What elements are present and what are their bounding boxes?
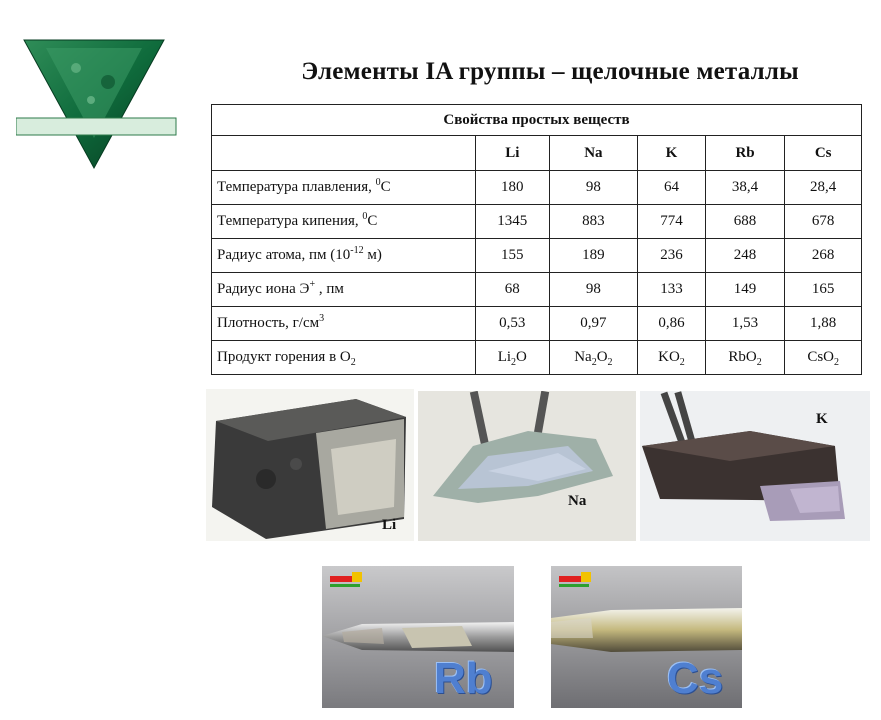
table-cell: 64 bbox=[638, 171, 706, 205]
table-row bbox=[212, 171, 862, 205]
lithium-photo bbox=[206, 389, 414, 541]
table-cell: 189 bbox=[549, 239, 638, 273]
table-cell: 1345 bbox=[476, 205, 550, 239]
table-cell: 688 bbox=[705, 205, 785, 239]
sodium-label: Na bbox=[568, 493, 587, 509]
table-cell: 0,97 bbox=[549, 307, 638, 341]
column-header: K bbox=[638, 136, 706, 171]
table-cell: RbO$_2$ bbox=[705, 341, 785, 375]
column-header: Na bbox=[549, 136, 638, 171]
table-cell: $Li_2O$ bbox=[476, 341, 550, 375]
page-title: Элементы IA группы – щелочные металлы bbox=[301, 58, 799, 85]
table-cell: 149 bbox=[705, 273, 785, 307]
table-cell: $KO_2$ bbox=[638, 341, 706, 375]
table-row bbox=[212, 205, 862, 239]
table-cell: CsO$_2$ bbox=[785, 341, 862, 375]
rubidium-photo bbox=[322, 566, 514, 708]
header-empty-cell bbox=[212, 136, 476, 171]
lithium-label: Li bbox=[382, 517, 397, 533]
row-label: Температура плавления, $^0$C bbox=[212, 171, 476, 205]
row-label: Плотность, $г/см^3$ bbox=[212, 307, 476, 341]
table-row bbox=[212, 307, 862, 341]
table-cell: 155 bbox=[476, 239, 550, 273]
sodium-photo bbox=[418, 391, 636, 541]
potassium-photo bbox=[640, 391, 870, 541]
table-cell: 180 bbox=[476, 171, 550, 205]
table-cell: 68 bbox=[476, 273, 550, 307]
color-bars-icon bbox=[559, 572, 593, 592]
table-cell: 133 bbox=[638, 273, 706, 307]
color-bars-icon bbox=[330, 572, 364, 592]
table-row bbox=[212, 239, 862, 273]
cesium-label: Cs bbox=[667, 654, 724, 703]
table-cell: 98 bbox=[549, 171, 638, 205]
row-label: Температура кипения, $^0$C bbox=[212, 205, 476, 239]
column-header: Cs bbox=[785, 136, 862, 171]
table-cell: 248 bbox=[705, 239, 785, 273]
rubidium-label: Rb bbox=[434, 654, 493, 703]
cesium-photo bbox=[551, 566, 742, 708]
table-cell: 678 bbox=[785, 205, 862, 239]
row-label: Радиус атома, пм ($10^{-12}$ м) bbox=[212, 239, 476, 273]
table-header-row bbox=[212, 136, 862, 171]
row-label: Радиус иона Э+ , пм bbox=[212, 273, 476, 307]
table-caption: Свойства простых веществ bbox=[212, 105, 862, 136]
table-cell: 236 bbox=[638, 239, 706, 273]
table-cell: 0,86 bbox=[638, 307, 706, 341]
table-cell: 165 bbox=[785, 273, 862, 307]
table-row bbox=[212, 273, 862, 307]
table-caption-row bbox=[212, 105, 862, 136]
table-cell: 883 bbox=[549, 205, 638, 239]
potassium-label: K bbox=[816, 411, 828, 427]
table-cell: 1,53 bbox=[705, 307, 785, 341]
table-cell: 268 bbox=[785, 239, 862, 273]
table-cell: 1,88 bbox=[785, 307, 862, 341]
row-label: Продукт горения в $O_2$ bbox=[212, 341, 476, 375]
green-triangle-logo-icon bbox=[16, 38, 178, 170]
table-row bbox=[212, 341, 862, 375]
table-cell: $Na_2O_2$ bbox=[549, 341, 638, 375]
table-cell: 0,53 bbox=[476, 307, 550, 341]
table-cell: 38,4 bbox=[705, 171, 785, 205]
table-cell: 28,4 bbox=[785, 171, 862, 205]
table-cell: 774 bbox=[638, 205, 706, 239]
column-header: Rb bbox=[705, 136, 785, 171]
column-header: Li bbox=[476, 136, 550, 171]
properties-table bbox=[211, 104, 862, 375]
table-cell: 98 bbox=[549, 273, 638, 307]
